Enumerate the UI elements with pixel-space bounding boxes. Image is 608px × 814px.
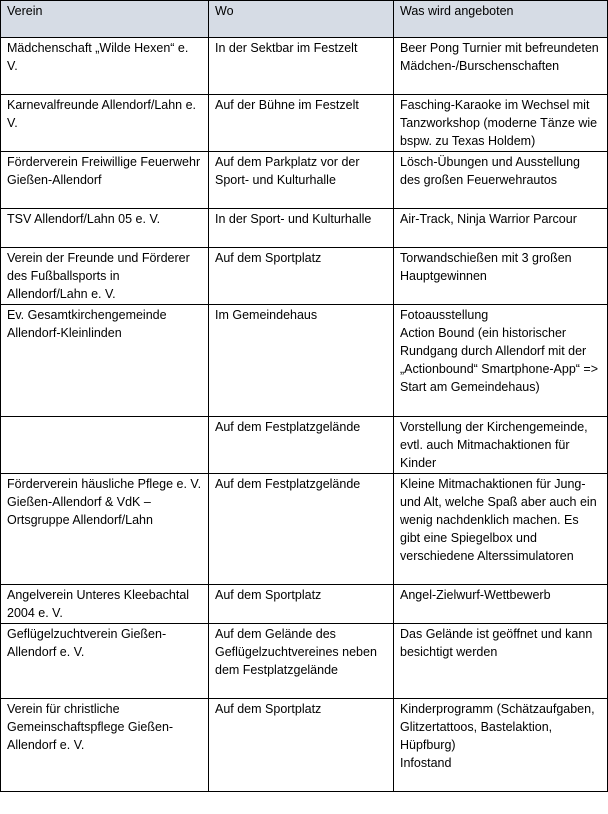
cell-wo: In der Sport- und Kulturhalle — [209, 209, 394, 248]
cell-was: Air-Track, Ninja Warrior Parcour — [394, 209, 608, 248]
cell-verein: Verein der Freunde und Förderer des Fußballsports in Allendorf/Lahn e. V. — [1, 248, 209, 305]
cell-verein: Verein für christliche Gemeinschaftspflege Gießen-Allendorf e. V. — [1, 699, 209, 792]
table-row — [1, 474, 608, 585]
table-row — [1, 305, 608, 417]
cell-wo: Auf der Bühne im Festzelt — [209, 95, 394, 152]
cell-was: Das Gelände ist geöffnet und kann besichtigt werden — [394, 624, 608, 699]
header-row — [1, 1, 608, 38]
cell-was: Torwandschießen mit 3 großen Hauptgewinnen — [394, 248, 608, 305]
cell-wo: Auf dem Gelände des Geflügelzuchtvereines neben dem Festplatzgelände — [209, 624, 394, 699]
cell-wo: Auf dem Festplatzgelände — [209, 474, 394, 585]
cell-verein: Karnevalfreunde Allendorf/Lahn e. V. — [1, 95, 209, 152]
table-row — [1, 38, 608, 95]
header-verein: Verein — [1, 1, 209, 38]
cell-verein — [1, 417, 209, 474]
cell-wo: Auf dem Sportplatz — [209, 248, 394, 305]
cell-was: Beer Pong Turnier mit befreundeten Mädchen-/Burschenschaften — [394, 38, 608, 95]
cell-was: Fasching-Karaoke im Wechsel mit Tanzworkshop (moderne Tänze wie bspw. zu Texas Holdem) — [394, 95, 608, 152]
cell-verein: Geflügelzuchtverein Gießen-Allendorf e. V. — [1, 624, 209, 699]
cell-wo: Im Gemeindehaus — [209, 305, 394, 417]
table-row — [1, 95, 608, 152]
cell-verein: TSV Allendorf/Lahn 05 e. V. — [1, 209, 209, 248]
header-wo: Wo — [209, 1, 394, 38]
cell-wo: In der Sektbar im Festzelt — [209, 38, 394, 95]
cell-was: Vorstellung der Kirchengemeinde, evtl. auch Mitmachaktionen für Kinder — [394, 417, 608, 474]
table-row — [1, 152, 608, 209]
table-row — [1, 417, 608, 474]
cell-verein: Angelverein Unteres Kleebachtal 2004 e. V. — [1, 585, 209, 624]
cell-was: Angel-Zielwurf-Wettbewerb — [394, 585, 608, 624]
cell-wo: Auf dem Parkplatz vor der Sport- und Kulturhalle — [209, 152, 394, 209]
cell-wo: Auf dem Festplatzgelände — [209, 417, 394, 474]
table-row — [1, 624, 608, 699]
cell-was: Lösch-Übungen und Ausstellung des großen Feuerwehrautos — [394, 152, 608, 209]
cell-was: Fotoausstellung Action Bound (ein historischer Rundgang durch Allendorf mit der „Actionbound“ Smartphone-App“ => Start am Gemeindehaus) — [394, 305, 608, 417]
cell-verein: Ev. Gesamtkirchengemeinde Allendorf-Kleinlinden — [1, 305, 209, 417]
cell-verein: Mädchenschaft „Wilde Hexen“ e. V. — [1, 38, 209, 95]
cell-wo: Auf dem Sportplatz — [209, 699, 394, 792]
header-was: Was wird angeboten — [394, 1, 608, 38]
cell-was: Kleine Mitmachaktionen für Jung- und Alt, welche Spaß aber auch ein wenig nachdenklich machen. Es gibt eine Spiegelbox und verschiedene Alterssimulatoren — [394, 474, 608, 585]
table-row — [1, 248, 608, 305]
cell-wo: Auf dem Sportplatz — [209, 585, 394, 624]
table-row — [1, 209, 608, 248]
table-row — [1, 699, 608, 792]
cell-verein: Förderverein Freiwillige Feuerwehr Gießen-Allendorf — [1, 152, 209, 209]
cell-verein: Förderverein häusliche Pflege e. V. Gießen-Allendorf & VdK – Ortsgruppe Allendorf/Lahn — [1, 474, 209, 585]
cell-was: Kinderprogramm (Schätzaufgaben, Glitzertattoos, Bastelaktion, Hüpfburg) Infostand — [394, 699, 608, 792]
table-row — [1, 585, 608, 624]
